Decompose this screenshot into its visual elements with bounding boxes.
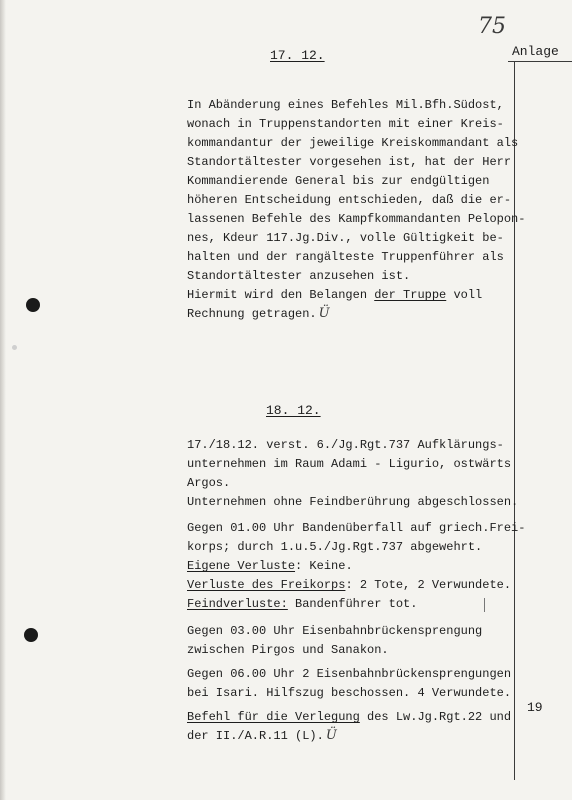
pencil-mark bbox=[484, 598, 485, 612]
underlined-text: der Truppe bbox=[374, 288, 447, 302]
underlined-text: Eigene Verluste bbox=[187, 559, 296, 573]
anlage-rule bbox=[508, 61, 572, 62]
text-segment: der II./A.R.11 (L). bbox=[187, 729, 324, 743]
text-segment: voll bbox=[446, 288, 483, 302]
text-segment: : 2 Tote, 2 Verwundete. bbox=[345, 578, 512, 592]
entry-line: Gegen 06.00 Uhr 2 Eisenbahnbrückensprengungen bbox=[187, 667, 512, 681]
entry-line: höheren Entscheidung entschieden, daß die er- bbox=[187, 193, 512, 207]
entry-line: Gegen 01.00 Uhr Bandenüberfall auf griech.Frei- bbox=[187, 521, 526, 535]
entry-line: lassenen Befehle des Kampfkommandanten Pelopon- bbox=[187, 212, 526, 226]
date-heading-18-12: 18. 12. bbox=[266, 403, 321, 418]
text-segment: Bandenführer tot. bbox=[287, 597, 418, 611]
text-segment: des Lw.Jg.Rgt.22 und bbox=[359, 710, 512, 724]
enemy-losses-line bbox=[187, 597, 417, 611]
entry-line: bei Isari. Hilfszug beschossen. 4 Verwundete. bbox=[187, 686, 512, 700]
entry-line: Unternehmen ohne Feindberührung abgeschlossen. bbox=[187, 495, 519, 509]
date-heading-17-12: 17. 12. bbox=[270, 48, 325, 63]
anlage-header: Anlage bbox=[512, 44, 559, 59]
entry-line: Gegen 03.00 Uhr Eisenbahnbrückensprengung bbox=[187, 624, 483, 638]
freikorps-losses-line bbox=[187, 578, 511, 592]
underlined-text: Feindverluste: bbox=[187, 597, 288, 611]
underlined-text: Befehl für die Verlegung bbox=[187, 710, 360, 724]
entry-line: Standortältester vorgesehen ist, hat der Herr bbox=[187, 155, 512, 169]
entry-line: 17./18.12. verst. 6./Jg.Rgt.737 Aufklärungs- bbox=[187, 438, 504, 452]
handwritten-page-number: 75 bbox=[478, 14, 506, 39]
underlined-text: Verluste des Freikorps bbox=[187, 578, 346, 592]
punch-hole-bottom bbox=[24, 628, 38, 642]
transfer-order-line-2 bbox=[187, 729, 337, 743]
entry-line: wonach in Truppenstandorten mit einer Kreis- bbox=[187, 117, 504, 131]
handwritten-initials: Ü bbox=[325, 728, 337, 743]
text-segment: Hiermit wird den Belangen bbox=[187, 288, 375, 302]
paper-spot bbox=[12, 345, 17, 350]
entry-line: unternehmen im Raum Adami - Ligurio, ostwärts bbox=[187, 457, 512, 471]
text-segment: : Keine. bbox=[295, 559, 353, 573]
margin-line bbox=[514, 62, 515, 780]
transfer-order-line bbox=[187, 710, 511, 724]
text-segment: Rechnung getragen. bbox=[187, 307, 317, 321]
own-losses-line bbox=[187, 559, 353, 573]
entry-line-final bbox=[187, 307, 330, 321]
entry-line: korps; durch 1.u.5./Jg.Rgt.737 abgewehrt. bbox=[187, 540, 483, 554]
entry-line: In Abänderung eines Befehles Mil.Bfh.Südost, bbox=[187, 98, 504, 112]
entry-line: halten und der rangälteste Truppenführer als bbox=[187, 250, 504, 264]
margin-number: 19 bbox=[527, 700, 543, 715]
handwritten-initials: Ü bbox=[318, 306, 330, 321]
entry-line: Standortältester anzusehen ist. bbox=[187, 269, 411, 283]
entry-line: zwischen Pirgos und Sanakon. bbox=[187, 643, 389, 657]
entry-line-troop bbox=[187, 288, 482, 302]
paper-edge-shadow bbox=[0, 0, 6, 800]
entry-line: Argos. bbox=[187, 476, 231, 490]
entry-line: nes, Kdeur 117.Jg.Div., volle Gültigkeit be- bbox=[187, 231, 504, 245]
punch-hole-top bbox=[26, 298, 40, 312]
entry-line: Kommandierende General bis zur endgültigen bbox=[187, 174, 490, 188]
entry-line: kommandantur der jeweilige Kreiskommandant als bbox=[187, 136, 519, 150]
